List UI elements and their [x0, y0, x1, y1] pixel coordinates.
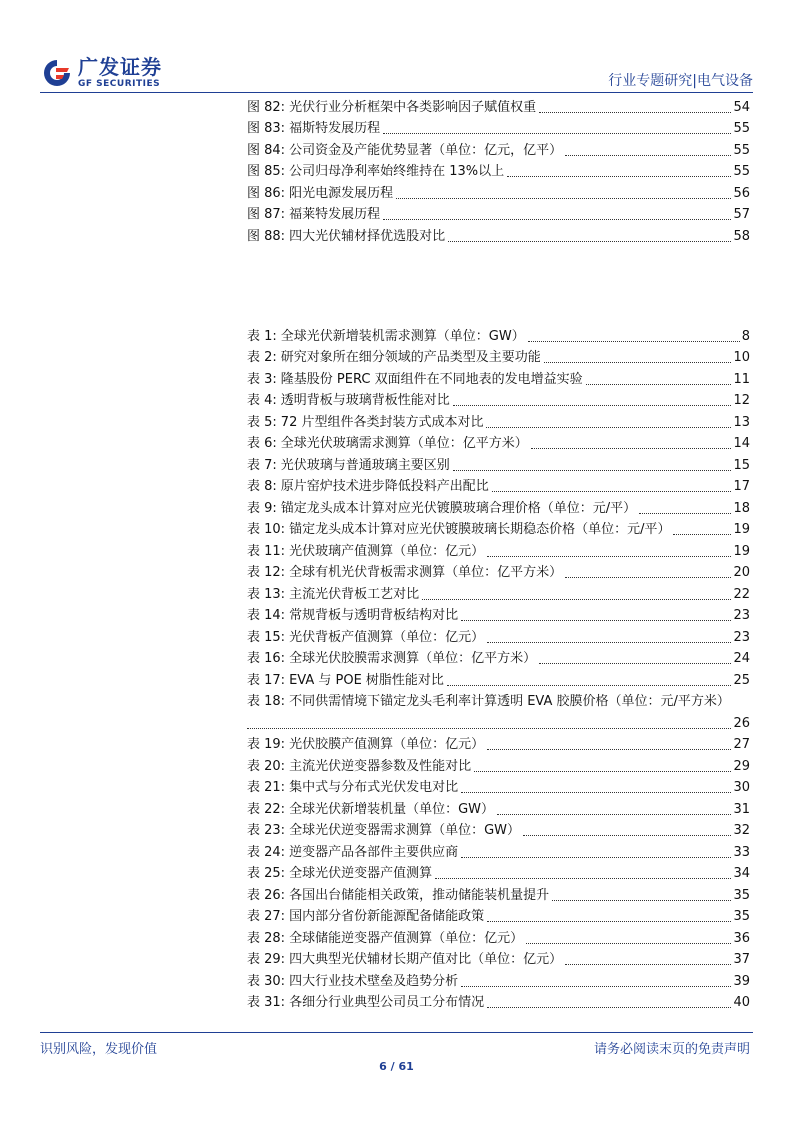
entry-title: 各细分行业典型公司员工分布情况	[289, 995, 485, 1010]
table-list	[247, 323, 750, 1011]
entry-page: 35	[733, 909, 750, 924]
entry-page: 14	[733, 436, 750, 451]
entry-label: 表 14:	[247, 608, 286, 623]
entry-title: 全球光伏胶膜需求测算（单位：亿平方米）	[289, 651, 537, 666]
toc-table-entry[interactable]	[247, 667, 750, 689]
toc-table-entry[interactable]	[247, 861, 750, 883]
toc-figure-entry[interactable]	[247, 180, 750, 202]
entry-label: 表 30:	[247, 973, 286, 989]
entry-label: 表 23:	[247, 823, 286, 838]
entry-page: 13	[733, 414, 750, 430]
toc-table-entry[interactable]	[247, 581, 750, 603]
entry-page: 35	[733, 887, 750, 903]
entry-title: 阳光电源发展历程	[289, 185, 394, 201]
entry-label: 表 6:	[247, 436, 277, 451]
entry-label: 表 4:	[247, 393, 277, 408]
entry-page: 15	[733, 457, 750, 473]
entry-page: 12	[733, 393, 750, 408]
entry-page: 10	[733, 350, 750, 365]
entry-title: 集中式与分布式光伏发电对比	[289, 780, 459, 795]
entry-label: 表 31:	[247, 995, 286, 1010]
entry-title: 光伏玻璃与普通玻璃主要区别	[280, 457, 450, 473]
entry-label: 表 12:	[247, 565, 286, 580]
toc-figure-entry[interactable]	[247, 137, 750, 159]
entry-label: 图 88:	[247, 228, 286, 244]
entry-page: 36	[733, 930, 750, 946]
entry-title: 全球光伏新增装机需求测算（单位：GW）	[280, 328, 525, 344]
dot-leader	[673, 534, 731, 535]
entry-title: 研究对象所在细分领域的产品类型及主要功能	[280, 350, 541, 365]
entry-page: 23	[733, 629, 750, 645]
entry-label: 表 3:	[247, 371, 277, 387]
toc-table-entry[interactable]	[247, 624, 750, 646]
entry-page: 29	[733, 758, 750, 774]
entry-page: 8	[741, 328, 750, 344]
entry-title: 全球有机光伏背板需求测算（单位：亿平方米）	[289, 565, 563, 580]
entry-page: 11	[733, 371, 750, 387]
entry-title: 公司资金及产能优势显著（单位：亿元，亿平）	[289, 142, 563, 158]
dot-leader	[539, 112, 731, 113]
entry-label: 表 15:	[247, 629, 286, 645]
dot-leader	[461, 986, 731, 987]
dot-leader	[544, 362, 732, 363]
toc-table-entry[interactable]	[247, 818, 750, 840]
toc-table-entry[interactable]	[247, 538, 750, 560]
dot-leader	[461, 857, 731, 858]
entry-label: 图 83:	[247, 121, 286, 136]
dot-leader	[383, 219, 731, 220]
toc-figure-entry[interactable]	[247, 202, 750, 224]
dot-leader	[422, 599, 731, 600]
entry-page: 22	[733, 586, 750, 602]
entry-label: 表 13:	[247, 586, 286, 602]
entry-page: 56	[733, 185, 750, 201]
entry-title: 光伏胶膜产值测算（单位：亿元）	[289, 737, 485, 752]
entry-label: 表 5:	[247, 414, 277, 430]
toc-table-entry[interactable]	[247, 431, 750, 453]
entry-title: 四大典型光伏辅材长期产值对比（单位：亿元）	[289, 952, 563, 967]
page-header	[40, 50, 753, 96]
entry-title: 主流光伏背板工艺对比	[289, 586, 420, 602]
entry-title: 原片窑炉技术进步降低投料产出配比	[280, 479, 489, 494]
toc-table-entry[interactable]	[247, 968, 750, 990]
entry-label: 表 26:	[247, 887, 286, 903]
dot-leader	[448, 241, 731, 242]
company-logo	[40, 50, 190, 96]
entry-label: 表 29:	[247, 952, 286, 967]
entry-page: 55	[733, 121, 750, 136]
entry-page: 26	[733, 715, 750, 731]
dot-leader	[539, 663, 731, 664]
entry-label: 表 10:	[247, 522, 286, 537]
logo-text-cn: 广发证券	[78, 55, 162, 79]
dot-leader	[461, 620, 731, 621]
footer-divider	[40, 1032, 753, 1033]
dot-leader	[461, 792, 731, 793]
dot-leader	[492, 491, 732, 492]
entry-page: 27	[733, 737, 750, 752]
entry-title: 逆变器产品各部件主要供应商	[289, 844, 459, 860]
dot-leader	[586, 384, 732, 385]
gf-logo-icon	[42, 58, 72, 88]
toc-table-entry[interactable]	[247, 409, 750, 431]
report-section-label: 行业专题研究|电气设备	[608, 73, 753, 89]
dot-leader	[447, 685, 732, 686]
entry-page: 34	[733, 866, 750, 881]
entry-label: 表 7:	[247, 457, 277, 473]
entry-title: 全球储能逆变器产值测算（单位：亿元）	[289, 930, 524, 946]
dot-leader	[552, 900, 731, 901]
dot-leader	[565, 577, 731, 578]
entry-title: 72 片型组件各类封装方式成本对比	[280, 414, 484, 430]
entry-title: 全球光伏逆变器需求测算（单位：GW）	[289, 823, 520, 838]
header-divider	[40, 92, 753, 93]
entry-title: 主流光伏逆变器参数及性能对比	[289, 758, 472, 774]
entry-label: 表 25:	[247, 866, 286, 881]
entry-page: 58	[733, 228, 750, 244]
entry-page: 40	[733, 995, 750, 1010]
dot-leader	[531, 448, 732, 449]
entry-label: 图 86:	[247, 185, 286, 201]
footer-disclaimer: 请务必阅读末页的免责声明	[593, 1042, 750, 1057]
entry-label: 图 82:	[247, 99, 286, 115]
dot-leader	[639, 513, 731, 514]
toc-table-entry[interactable]	[247, 388, 750, 410]
entry-label: 表 16:	[247, 651, 286, 666]
entry-title: 不同供需情境下锚定龙头毛利率计算透明 EVA 胶膜价格（单位：元/平方米）	[289, 694, 730, 709]
entry-label: 表 21:	[247, 780, 286, 795]
entry-label: 表 17:	[247, 672, 286, 688]
entry-label: 图 85:	[247, 164, 286, 179]
dot-leader	[487, 1007, 731, 1008]
entry-title: 四大行业技术壁垒及趋势分析	[289, 973, 459, 989]
entry-title: 国内部分省份新能源配备储能政策	[289, 909, 485, 924]
entry-page: 24	[733, 651, 750, 666]
dot-leader	[507, 176, 731, 177]
page-number: 6 / 61	[379, 1060, 414, 1073]
toc-table-entry[interactable]	[247, 796, 750, 818]
logo-text-en: GF SECURITIES	[78, 79, 161, 89]
entry-title: 透明背板与玻璃背板性能对比	[280, 393, 450, 408]
entry-page: 55	[733, 164, 750, 179]
entry-title: 锚定龙头成本计算对应光伏镀膜玻璃合理价格（单位：元/平）	[280, 500, 637, 516]
dot-leader	[487, 642, 731, 643]
dot-leader	[487, 556, 731, 557]
toc-table-entry[interactable]	[247, 925, 750, 947]
toc-table-entry[interactable]	[247, 474, 750, 496]
toc-figure-entry[interactable]	[247, 94, 750, 116]
entry-page: 25	[733, 672, 750, 688]
dot-leader	[487, 749, 731, 750]
entry-page: 33	[733, 844, 750, 860]
entry-label: 表 20:	[247, 758, 286, 774]
dot-leader	[435, 878, 731, 879]
entry-label: 表 18:	[247, 694, 286, 709]
toc-figure-entry[interactable]	[247, 116, 750, 138]
entry-label: 图 84:	[247, 142, 286, 158]
entry-page: 20	[733, 565, 750, 580]
entry-page: 18	[733, 500, 750, 516]
entry-label: 表 11:	[247, 543, 286, 559]
dot-leader	[396, 198, 731, 199]
entry-page: 19	[733, 543, 750, 559]
footer-slogan: 识别风险，发现价值	[40, 1042, 158, 1057]
toc-table-entry-continued[interactable]	[247, 710, 750, 732]
entry-title: 全球光伏玻璃需求测算（单位：亿平方米）	[280, 436, 528, 451]
toc-table-entry[interactable]	[247, 990, 750, 1012]
entry-page: 30	[733, 780, 750, 795]
dot-leader	[487, 921, 731, 922]
entry-title: 全球光伏新增装机量（单位：GW）	[289, 801, 494, 817]
entry-label: 表 19:	[247, 737, 286, 752]
entry-label: 表 27:	[247, 909, 286, 924]
dot-leader	[528, 341, 740, 342]
dot-leader	[565, 155, 731, 156]
entry-page: 17	[733, 479, 750, 494]
toc-table-entry[interactable]	[247, 753, 750, 775]
toc-table-entry[interactable]	[247, 839, 750, 861]
entry-label: 表 1:	[247, 328, 277, 344]
entry-title: 公司归母净利率始终维持在 13%以上	[289, 164, 505, 179]
toc-table-entry[interactable]	[247, 882, 750, 904]
dot-leader	[453, 405, 732, 406]
dot-leader	[383, 133, 731, 134]
entry-page: 19	[733, 522, 750, 537]
entry-title: 锚定龙头成本计算对应光伏镀膜玻璃长期稳态价格（单位：元/平）	[289, 522, 671, 537]
entry-page: 54	[733, 99, 750, 115]
dot-leader	[565, 964, 731, 965]
toc-table-entry[interactable]	[247, 560, 750, 582]
toc-table-entry[interactable]	[247, 366, 750, 388]
toc-table-entry[interactable]	[247, 689, 750, 711]
entry-title: 隆基股份 PERC 双面组件在不同地表的发电增益实验	[280, 371, 583, 387]
entry-label: 图 87:	[247, 207, 286, 222]
dot-leader	[497, 814, 731, 815]
entry-label: 表 9:	[247, 500, 277, 516]
toc-table-entry[interactable]	[247, 495, 750, 517]
entry-title: 光伏背板产值测算（单位：亿元）	[289, 629, 485, 645]
entry-page: 32	[733, 823, 750, 838]
entry-label: 表 8:	[247, 479, 277, 494]
toc-figure-entry[interactable]	[247, 159, 750, 181]
toc-table-entry[interactable]	[247, 904, 750, 926]
toc-table-entry[interactable]	[247, 775, 750, 797]
dot-leader	[474, 771, 731, 772]
toc-figure-entry[interactable]	[247, 223, 750, 245]
entry-title: 全球光伏逆变器产值测算	[289, 866, 433, 881]
entry-page: 23	[733, 608, 750, 623]
dot-leader	[486, 427, 731, 428]
entry-title: 光伏玻璃产值测算（单位：亿元）	[289, 543, 485, 559]
entry-label: 表 22:	[247, 801, 286, 817]
toc-table-entry[interactable]	[247, 345, 750, 367]
entry-title: 福斯特发展历程	[289, 121, 381, 136]
entry-label: 表 24:	[247, 844, 286, 860]
entry-title: 光伏行业分析框架中各类影响因子赋值权重	[289, 99, 537, 115]
dot-leader	[453, 470, 732, 471]
toc-table-entry[interactable]	[247, 517, 750, 539]
figure-list	[247, 94, 750, 245]
dot-leader	[523, 835, 731, 836]
entry-page: 39	[733, 973, 750, 989]
entry-title: EVA 与 POE 树脂性能对比	[289, 672, 444, 688]
toc-table-entry[interactable]	[247, 947, 750, 969]
toc-table-entry[interactable]	[247, 646, 750, 668]
dot-leader	[526, 943, 731, 944]
entry-page: 37	[733, 952, 750, 967]
entry-title: 常规背板与透明背板结构对比	[289, 608, 459, 623]
entry-page: 57	[733, 207, 750, 222]
entry-page: 55	[733, 142, 750, 158]
toc-table-entry[interactable]	[247, 732, 750, 754]
entry-page: 31	[733, 801, 750, 817]
dot-leader	[247, 728, 731, 729]
entry-title: 四大光伏辅材择优选股对比	[289, 228, 446, 244]
toc-table-entry[interactable]	[247, 323, 750, 345]
entry-title: 各国出台储能相关政策，推动储能装机量提升	[289, 887, 550, 903]
toc-table-entry[interactable]	[247, 452, 750, 474]
entry-label: 表 2:	[247, 350, 277, 365]
toc-table-entry[interactable]	[247, 603, 750, 625]
entry-label: 表 28:	[247, 930, 286, 946]
entry-title: 福莱特发展历程	[289, 207, 381, 222]
